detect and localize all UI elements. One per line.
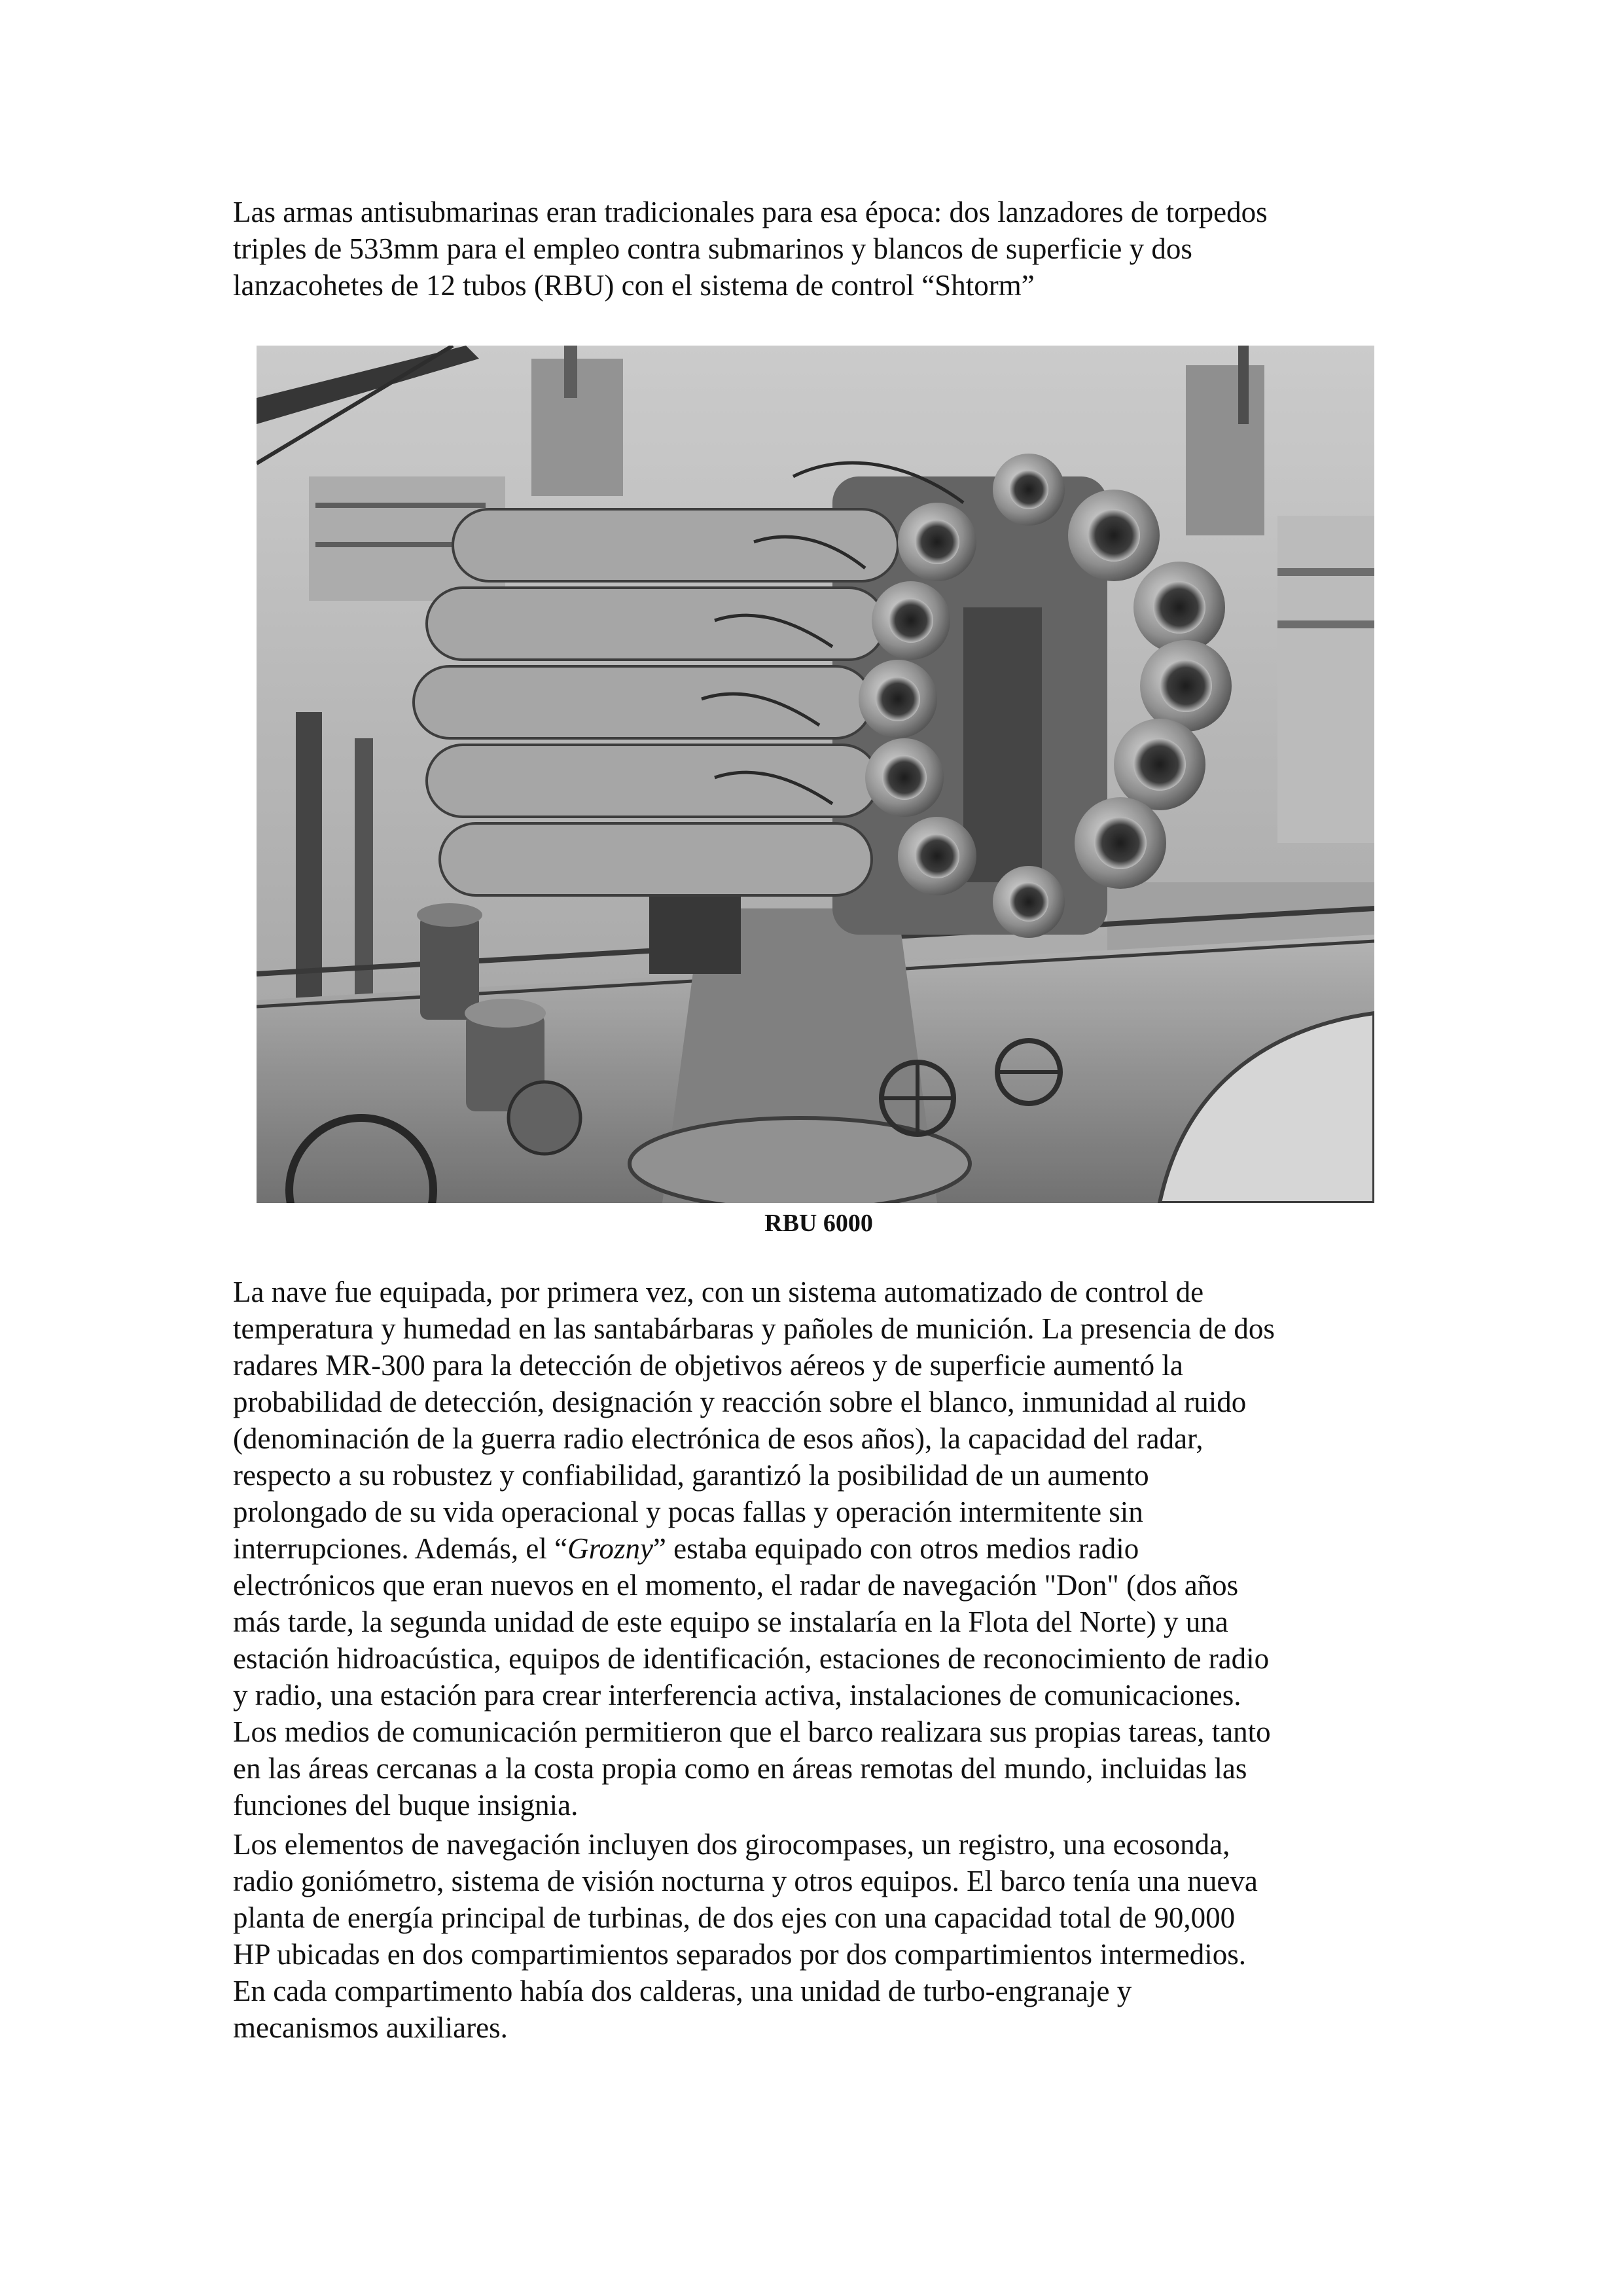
text-line: electrónicos que eran nuevos en el momento, el radar de navegación "Don" (dos años (233, 1569, 1239, 1602)
figure-caption: RBU 6000 (764, 1210, 873, 1237)
text-line: Las armas antisubmarinas eran tradicionales para esa época: dos lanzadores de torpedos (233, 196, 1268, 228)
text-line-suffix: ” estaba equipado con otros medios radio (652, 1532, 1139, 1565)
text-line-prefix: interrupciones. Además, el “ (233, 1532, 568, 1565)
text-line: triples de 533mm para el empleo contra submarinos y blancos de superficie y dos (233, 232, 1192, 265)
text-line: probabilidad de detección, designación y reacción sobre el blanco, inmunidad al ruido (233, 1386, 1247, 1418)
rbu-6000-photo (257, 346, 1374, 1203)
text-line: (denominación de la guerra radio electrónica de esos años), la capacidad del radar, (233, 1422, 1204, 1455)
text-line: planta de energía principal de turbinas, de dos ejes con una capacidad total de 90,000 (233, 1901, 1236, 1934)
text-line: y radio, una estación para crear interferencia activa, instalaciones de comunicaciones. (233, 1679, 1241, 1712)
text-line: funciones del buque insignia. (233, 1789, 579, 1821)
paragraph-main (233, 1274, 1404, 1823)
paragraph-navigation (233, 1826, 1404, 2046)
paragraph-intro (233, 194, 1404, 304)
text-line: lanzacohetes de 12 tubos (RBU) con el sistema de control “Shtorm” (233, 269, 1035, 302)
text-line: temperatura y humedad en las santabárbaras y pañoles de munición. La presencia de dos (233, 1312, 1275, 1345)
text-line: en las áreas cercanas a la costa propia como en áreas remotas del mundo, incluidas las (233, 1752, 1247, 1785)
text-line: HP ubicadas en dos compartimientos separados por dos compartimientos intermedios. (233, 1938, 1247, 1971)
text-line: La nave fue equipada, por primera vez, con un sistema automatizado de control de (233, 1276, 1204, 1308)
text-line: mecanismos auxiliares. (233, 2011, 508, 2044)
text-line: respecto a su robustez y confiabilidad, garantizó la posibilidad de un aumento (233, 1459, 1149, 1492)
text-line: radares MR-300 para la detección de objetivos aéreos y de superficie aumentó la (233, 1349, 1183, 1382)
text-line (233, 1530, 1404, 1567)
text-line: Los medios de comunicación permitieron que el barco realizara sus propias tareas, tanto (233, 1715, 1271, 1748)
ship-name-italic: Grozny (567, 1532, 653, 1565)
text-line: más tarde, la segunda unidad de este equipo se instalaría en la Flota del Norte) y una (233, 1605, 1228, 1638)
text-line: radio goniómetro, sistema de visión nocturna y otros equipos. El barco tenía una nueva (233, 1865, 1258, 1897)
text-line: En cada compartimento había dos calderas, una unidad de turbo-engranaje y (233, 1975, 1132, 2007)
text-line: estación hidroacústica, equipos de identificación, estaciones de reconocimiento de radio (233, 1642, 1270, 1675)
text-line: prolongado de su vida operacional y pocas fallas y operación intermitente sin (233, 1496, 1143, 1528)
text-line: Los elementos de navegación incluyen dos girocompases, un registro, una ecosonda, (233, 1828, 1230, 1861)
